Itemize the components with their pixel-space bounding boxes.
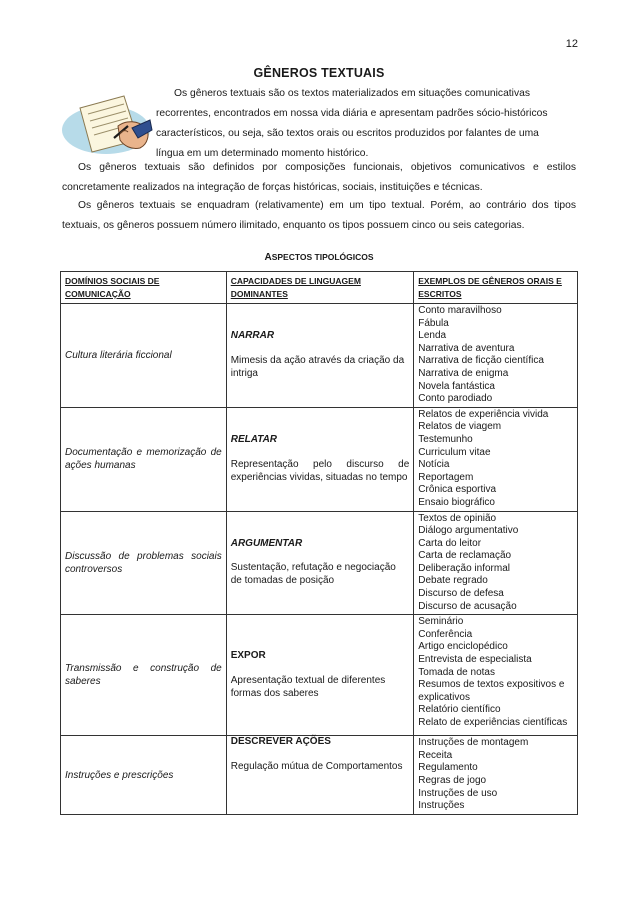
- capacity-description: Representação pelo discurso de experiências vividas, situadas no tempo: [230, 458, 410, 483]
- header-domains: DOMÍNIOS SOCIAIS DE COMUNICAÇÃO: [61, 272, 227, 304]
- typology-table: [60, 271, 578, 815]
- domain-cell: Cultura literária ficcional: [61, 304, 227, 408]
- genre-example: Ensaio biográfico: [418, 496, 495, 508]
- page-title: GÊNEROS TEXTUAIS: [253, 66, 385, 80]
- genre-example: Diálogo argumentativo: [418, 525, 519, 537]
- genre-example: Receita: [418, 749, 453, 761]
- capacity-cell: [226, 407, 414, 511]
- genre-example: Tomada de notas: [418, 666, 495, 678]
- capacity-verb: RELATAR: [230, 433, 278, 445]
- domain-cell: Transmissão e construção de saberes: [61, 615, 227, 736]
- domain-cell: Documentação e memorização de ações humanas: [61, 407, 227, 511]
- intro-line: língua em um determinado momento histórico.: [156, 148, 369, 159]
- genre-example: Novela fantástica: [418, 380, 495, 392]
- examples-cell: [414, 304, 578, 408]
- table-header-row: [61, 272, 578, 304]
- capacity-verb: NARRAR: [230, 330, 275, 342]
- table-row: [61, 511, 578, 615]
- table-title: ASPECTOS TIPOLÓGICOS: [264, 252, 374, 263]
- genre-example: Conto parodiado: [418, 393, 493, 405]
- examples-cell: [414, 511, 578, 615]
- examples-cell: [414, 407, 578, 511]
- genre-example: Entrevista de especialista: [418, 654, 532, 666]
- capacity-description: Sustentação, refutação e negociação de tomadas de posição: [230, 562, 396, 587]
- capacity-description: Regulação mútua de Comportamentos: [230, 761, 403, 773]
- table-row: [61, 304, 578, 408]
- genre-example: Discurso de defesa: [418, 588, 504, 600]
- table-row: [61, 407, 578, 511]
- genre-example: Fábula: [418, 317, 449, 329]
- capacity-description: Mimesis da ação através da criação da intriga: [230, 354, 405, 379]
- genre-example: Instruções: [418, 800, 465, 812]
- intro-line: Os gêneros textuais são os textos materializados em situações comunicativas: [174, 88, 530, 99]
- capacity-verb: ARGUMENTAR: [230, 537, 303, 549]
- capacity-description: Apresentação textual de diferentes formas dos saberes: [230, 674, 386, 699]
- intro-line: recorrentes, encontrados em nossa vida diária e apresentam padrões sócio-históricos: [156, 108, 548, 119]
- hand-writing-on-paper-icon: [62, 90, 154, 156]
- page-number: 12: [565, 38, 578, 50]
- genre-example: Reportagem: [418, 471, 474, 483]
- paragraph-definition: Os gêneros textuais são definidos por composições funcionais, objetivos comunicativos e estilos concretamente realizados na integração de forças históricas, sociais, instituições e técnicas.: [62, 162, 576, 193]
- capacity-verb: DESCREVER AÇÕES: [230, 736, 331, 748]
- genre-example: Artigo enciclopédico: [418, 641, 508, 653]
- genre-example: Instruções de montagem: [418, 737, 529, 749]
- header-examples: EXEMPLOS DE GÊNEROS ORAIS E ESCRITOS: [414, 272, 578, 304]
- genre-example: Crônica esportiva: [418, 484, 497, 496]
- genre-example: Testemunho: [418, 433, 473, 445]
- genre-example: Relatos de experiência vivida: [418, 408, 549, 420]
- capacity-cell: [226, 615, 414, 736]
- genre-example: Narrativa de enigma: [418, 367, 509, 379]
- examples-cell: [414, 615, 578, 736]
- genre-example: Relatório científico: [418, 704, 501, 716]
- genre-example: Discurso de acusação: [418, 600, 517, 612]
- header-capacities: CAPACIDADES DE LINGUAGEM DOMINANTES: [226, 272, 414, 304]
- intro-line: característicos, ou seja, são textos orais ou escritos produzidos por falantes de uma: [156, 128, 539, 139]
- genre-example: Curriculum vitae: [418, 446, 491, 458]
- genre-example: Lenda: [418, 330, 447, 342]
- genre-example: Instruções de uso: [418, 787, 498, 799]
- table-title-text: SPECTOS TIPOLÓGICOS: [271, 252, 374, 262]
- genre-example: Notícia: [418, 459, 450, 471]
- capacity-cell: [226, 304, 414, 408]
- genre-example: Relato de experiências científicas: [418, 717, 568, 728]
- genre-example: Narrativa de ficção científica: [418, 355, 544, 367]
- genre-example: Regulamento: [418, 762, 478, 774]
- table-row: [61, 615, 578, 736]
- genre-example: Conferência: [418, 628, 473, 640]
- genre-example: Debate regrado: [418, 575, 488, 587]
- capacity-verb: EXPOR: [230, 650, 266, 662]
- genre-example: Narrativa de aventura: [418, 342, 515, 354]
- table-row: [61, 736, 578, 815]
- intro-paragraph: [156, 84, 576, 164]
- domain-cell: Discussão de problemas sociais controversos: [61, 511, 227, 615]
- genre-example: Relatos de viagem: [418, 421, 502, 433]
- paragraph-types: Os gêneros textuais se enquadram (relativamente) em um tipo textual. Porém, ao contrário dos tipos textuais, os gêneros possuem número ilimitado, enquanto os tipos possuem cinco ou seis categorias.: [62, 200, 576, 231]
- genre-example: Seminário: [418, 616, 464, 628]
- capacity-cell: [226, 736, 414, 815]
- examples-cell: [414, 736, 578, 815]
- genre-example: Deliberação informal: [418, 562, 510, 574]
- genre-example: Textos de opinião: [418, 512, 497, 524]
- capacity-cell: [226, 511, 414, 615]
- genre-example: Carta do leitor: [418, 537, 482, 549]
- genre-example: Regras de jogo: [418, 775, 487, 787]
- genre-example: Resumos de textos expositivos e explicativos: [418, 679, 565, 703]
- domain-cell: Instruções e prescrições: [61, 736, 227, 815]
- genre-example: Conto maravilhoso: [418, 305, 502, 316]
- genre-example: Carta de reclamação: [418, 550, 512, 562]
